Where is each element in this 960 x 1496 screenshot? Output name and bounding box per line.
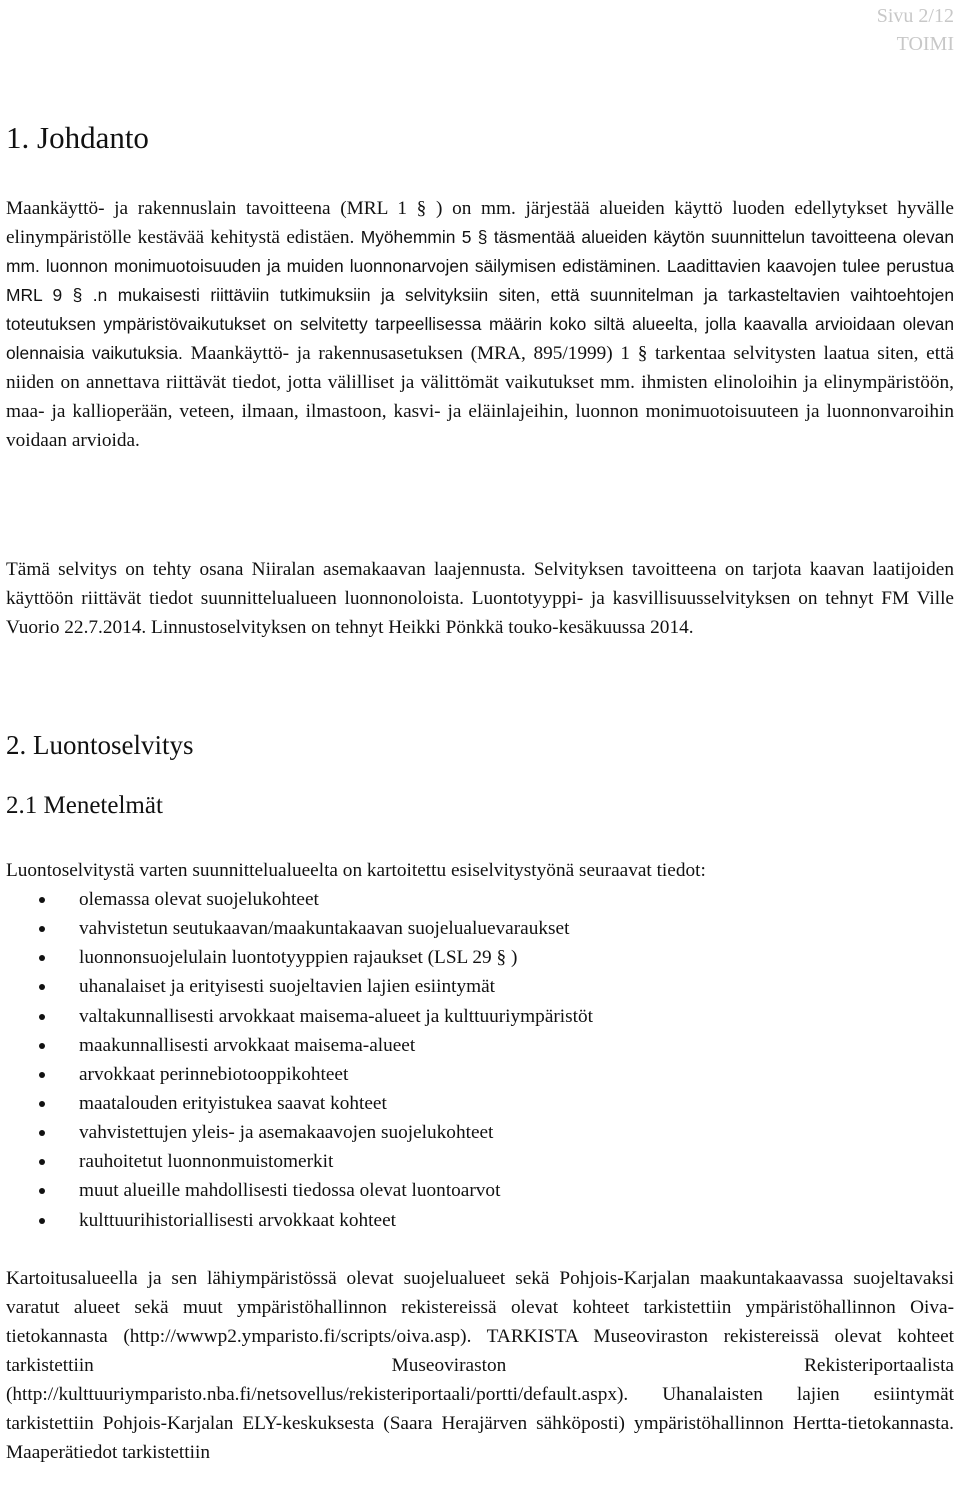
bullet-icon [39, 1101, 45, 1107]
list-item: muut alueille mahdollisesti tiedossa olevat luontoarvot [6, 1176, 593, 1205]
list-item: arvokkaat perinnebiotooppikohteet [6, 1060, 593, 1089]
methods-closing-paragraph: Kartoitusalueella ja sen lähiympäristössä olevat suojelualueet sekä Pohjois-Karjalan maakuntakaavassa suojeltavaksi varatut alueet sekä muut ympäristöhallinnon rekistereissä olevat kohteet tarkistettiin ympäristöhallinnon Oiva-tietokannasta (http://wwwp2.ymparisto.fi/scripts/oiva.asp). TARKISTA Museoviraston rekistereissä olevat kohteet tarkistettiin Museoviraston Rekisteriportaalista (http://kulttuuriymparisto.nba.fi/netsovellus/rekisteriportaali/portti/default.aspx). Uhanalaisten lajien esiintymät tarkistettiin Pohjois-Karjalan ELY-keskuksesta (Saara Herajärven sähköposti) ympäristöhallinnon Hertta-tietokannasta. Maaperätiedot tarkistettiin [6, 1268, 954, 1463]
bullet-icon [39, 1014, 45, 1020]
intro-paragraph-1-middle: Myöhemmin 5 § täsmentää alueiden käytön suunnittelun tavoitteena olevan mm. luonnon monimuotoisuuden ja muiden luonnonarvojen säilymisen edistäminen. Laadittavien kaavojen tulee perustua MRL 9 § .n mukaisesti riittäviin tutkimuksiin ja selvityksiin siten, että suunnitelman ja tarkasteltavien vaihtoehtojen toteutuksen ympäristövaikutukset on selvitetty tarpeellisessa määrin koko siltä alueelta, jolla kaavalla arvioidaan olevan olennaisia vaikutuksia. [6, 227, 954, 363]
heading-methods: 2.1 Menetelmät [6, 792, 163, 819]
bullet-icon [39, 1188, 45, 1194]
heading-nature-survey: 2. Luontoselvitys [6, 730, 194, 760]
page-header [877, 2, 954, 58]
intro-paragraph-1 [6, 194, 954, 455]
list-item: uhanalaiset ja erityisesti suojeltavien lajien esiintymät [6, 972, 593, 1001]
list-item: olemassa olevat suojelukohteet [6, 885, 593, 914]
page-number: Sivu 2/12 [876, 5, 954, 27]
methods-list-intro: Luontoselvitystä varten suunnittelualueelta on kartoitettu esiselvitystyönä seuraavat tiedot: [6, 860, 706, 881]
bullet-icon [39, 1072, 45, 1078]
intro-paragraph-1-end: Maankäyttö- ja rakennusasetuksen (MRA, 895/1999) 1 § tarkentaa selvitysten laatua siten, että niiden on annettava riittävät tiedot, jotta välilliset ja välittömät vaikutukset mm. ihmisten elinoloihin ja elinympäristöön, maa- ja kallioperään, veteen, ilmaan, ilmastoon, kasvi- ja eläinlajeihin, luonnon monimuotoisuuteen ja luonnonvaroihin voidaan arvioida. [6, 343, 954, 451]
methods-bullet-list [6, 885, 593, 1235]
bullet-icon [39, 1159, 45, 1165]
intro-paragraph-2: Tämä selvitys on tehty osana Niiralan asemakaavan laajennusta. Selvityksen tavoitteena on tarjota kaavan laatijoiden käyttöön riittävät tiedot suunnittelualueen luonnonoloista. Luontotyyppi- ja kasvillisuusselvityksen on tehnyt FM Ville Vuorio 22.7.2014. Linnustoselvityksen on tehnyt Heikki Pönkkä touko-kesäkuussa 2014. [6, 559, 954, 638]
bullet-icon [39, 1043, 45, 1049]
list-item: luonnonsuojelulain luontotyyppien rajaukset (LSL 29 § ) [6, 943, 593, 972]
list-item: maatalouden erityistukea saavat kohteet [6, 1089, 593, 1118]
bullet-icon [39, 955, 45, 961]
list-item: maakunnallisesti arvokkaat maisema-alueet [6, 1031, 593, 1060]
intro-paragraph-1-start: Maankäyttö- ja rakennuslain tavoitteena (MRL 1 § ) on mm. järjestää alueiden käyttö luoden edellytykset hyvälle elinympäristölle kestävää kehitystä edistäen. [6, 198, 954, 248]
bullet-icon [39, 984, 45, 990]
company-name: TOIMI [896, 33, 954, 55]
list-item: vahvistetun seutukaavan/maakuntakaavan suojelualuevaraukset [6, 914, 593, 943]
bullet-icon [39, 1130, 45, 1136]
list-item: vahvistettujen yleis- ja asemakaavojen suojelukohteet [6, 1118, 593, 1147]
bullet-icon [39, 1218, 45, 1224]
list-item: rauhoitetut luonnonmuistomerkit [6, 1147, 593, 1176]
bullet-icon [39, 897, 45, 903]
list-item: kulttuurihistoriallisesti arvokkaat kohteet [6, 1206, 593, 1235]
bullet-icon [39, 926, 45, 932]
heading-introduction: 1. Johdanto [6, 120, 149, 155]
list-item: valtakunnallisesti arvokkaat maisema-alueet ja kulttuuriympäristöt [6, 1002, 593, 1031]
